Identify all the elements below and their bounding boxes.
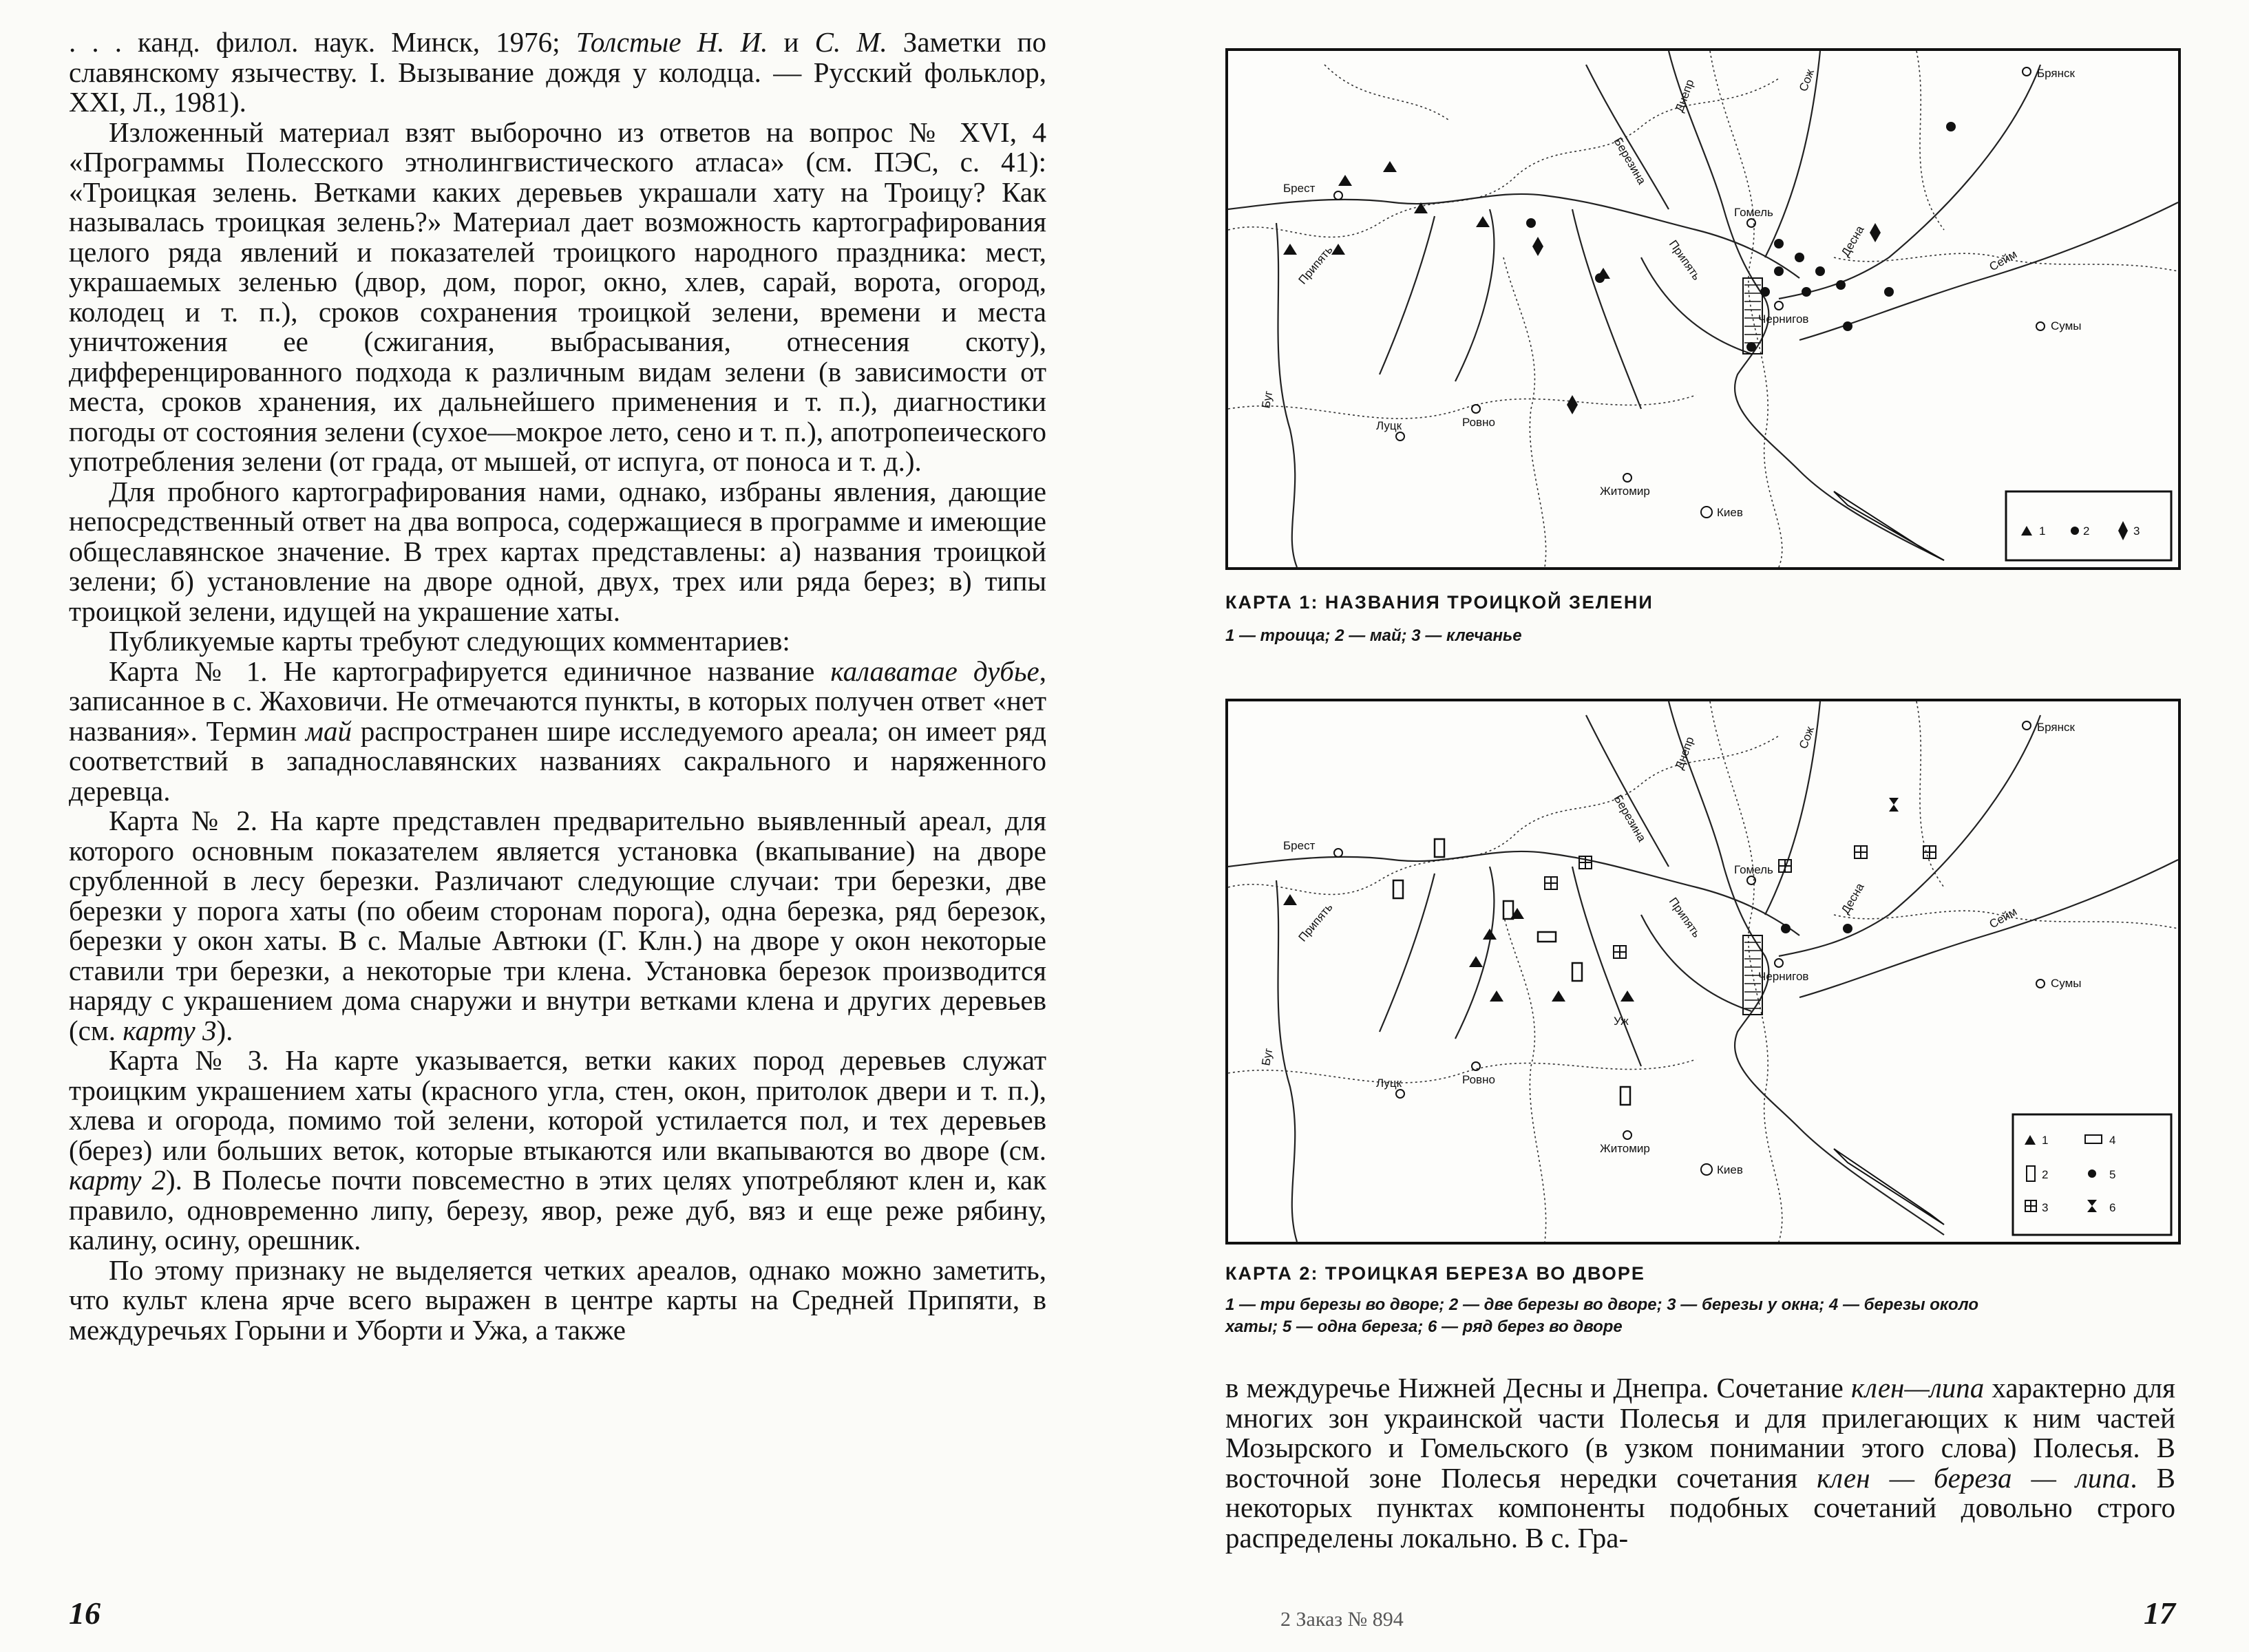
- svg-text:3: 3: [2042, 1201, 2049, 1214]
- map1-city-rovno: Ровно: [1462, 416, 1495, 429]
- text-run: , записанное в с. Жаховичи. Не отмечаются пункты, в которых получен ответ «нет названия». Термин: [69, 655, 1047, 747]
- page-number-right: 17: [2144, 1596, 2175, 1631]
- map1-river-berezina: Березина: [1611, 135, 1649, 187]
- svg-text:2: 2: [2042, 1168, 2049, 1181]
- map-1-caption: КАРТА 1: НАЗВАНИЯ ТРОИЦКОЙ ЗЕЛЕНИ: [1225, 592, 1654, 613]
- right-page-text: [1225, 1373, 2175, 1553]
- text-run: карту 2: [69, 1164, 166, 1196]
- map2-river-bug: Буг: [1259, 1047, 1276, 1067]
- svg-text:1: 1: [2042, 1134, 2049, 1147]
- text-run: ).: [216, 1014, 233, 1046]
- map-2-markers: [1283, 798, 1936, 1105]
- text-run: Карта № 1. Не картографируется единичное название: [109, 655, 831, 687]
- map1-city-chernigov: Чернигов: [1758, 313, 1809, 326]
- text-run: С. М.: [814, 26, 887, 58]
- map2-city-zhitomir: Житомир: [1600, 1142, 1650, 1155]
- signature-mark: 2 Заказ № 894: [1280, 1608, 1404, 1631]
- paragraph: [69, 806, 1046, 1046]
- text-run: карту 3: [123, 1014, 217, 1046]
- text-run: По этому признаку не выделяется четких ареалов, однако можно заметить, что культ клена ярче всего выражен в центре карты на Средней Припяти, в междуречьях Горыни и Уборти и Ужа, а также: [69, 1253, 1046, 1346]
- map1-city-brest: Брест: [1283, 182, 1316, 195]
- text-run: Карта № 3. На карте указывается, ветки каких пород деревьев служат троицким украшением хаты (красного угла, стен, окон, притолок двери и т. п.), хлева и огорода, помимо той зелени, которой устилается пол, и тех деревьев (берез) или больших веток, которые втыкаются или вкапываются во дворе (см.: [69, 1044, 1046, 1166]
- map2-city-brest: Брест: [1283, 839, 1316, 852]
- map2-river-pripyat-west: Припять: [1296, 900, 1335, 944]
- text-run: . . . канд. филол. наук. Минск, 1976;: [69, 26, 576, 58]
- text-run: Заметки по славянскому язычеству. I. Вызывание дождя у колодца. — Русский фольклор, XXI, Л., 1981).: [69, 26, 1047, 118]
- map2-city-chernigov: Чернигов: [1758, 970, 1809, 983]
- map1-city-gomel: Гомель: [1734, 206, 1773, 219]
- map1-river-dnepr: Днепр: [1672, 77, 1697, 114]
- map2-river-dnepr: Днепр: [1672, 734, 1697, 772]
- map-1: [1225, 48, 2181, 570]
- left-page-text: [69, 28, 1046, 1345]
- map1-city-kiev: Киев: [1717, 506, 1743, 519]
- map1-river-sozh: Сож: [1796, 67, 1817, 94]
- map1-river-desna: Десна: [1839, 223, 1867, 259]
- map2-river-seim: Сейм: [1987, 904, 2020, 931]
- map-1-svg: [1228, 51, 2178, 567]
- map-2-svg: [1228, 701, 2178, 1242]
- text-run: ). В Полесье почти повсеместно в этих целях употребляют клен и, как правило, одновременно липу, березу, явор, реже дуб, вяз и еще реже рябину, калину, осину, орешник.: [69, 1164, 1046, 1256]
- map-2-legend-line-2: хаты; 5 — одна береза; 6 — ряд берез во дворе: [1225, 1317, 1623, 1336]
- map2-city-bryansk: Брянск: [2037, 721, 2075, 734]
- text-run: . В некоторых пунктах компоненты подобных сочетаний довольно строго распределены локально. В с. Гра-: [1225, 1461, 2176, 1554]
- map2-city-kiev: Киев: [1717, 1163, 1743, 1176]
- map-2-legend: [2013, 1114, 2171, 1235]
- svg-text:3: 3: [2133, 525, 2140, 538]
- text-run: характерно для многих зон украинской части Полесья и для прилегающих к ним частей Мозырского и Гомельского (в узком понимании этого слова) Полесья. В восточной зоне Полесья нередки сочетания: [1225, 1372, 2175, 1494]
- paragraph: [1225, 1373, 2175, 1553]
- svg-text:4: 4: [2109, 1134, 2116, 1147]
- svg-text:5: 5: [2109, 1168, 2116, 1181]
- svg-text:2: 2: [2083, 525, 2090, 538]
- paragraph: [69, 28, 1046, 118]
- svg-text:1: 1: [2039, 525, 2046, 538]
- map-1-markers: [1283, 122, 1956, 414]
- map2-city-gomel: Гомель: [1734, 863, 1773, 876]
- map1-river-seim: Сейм: [1987, 247, 2020, 274]
- map2-river-berezina: Березина: [1611, 792, 1649, 845]
- text-run: клен—липа: [1850, 1372, 1985, 1404]
- left-page: [69, 28, 1046, 1631]
- map1-city-bryansk: Брянск: [2037, 67, 2075, 80]
- map-1-legend: [2006, 491, 2171, 560]
- map2-city-rovno: Ровно: [1462, 1073, 1495, 1086]
- paragraph: [69, 477, 1046, 627]
- map-2: [1225, 699, 2181, 1245]
- text-run: май: [305, 714, 352, 747]
- paragraph: [69, 1253, 1046, 1346]
- map1-river-bug: Буг: [1259, 390, 1276, 410]
- text-run: Карта № 2. На карте представлен предварительно выявленный ареал, для которого основным показателем является установка (вкапывание) на дворе срубленной в лесу березки. Различают следующие случаи: три березки, две березки у порога хаты (по обеим сторонам порога), одна березка, ряд березок, березки у окон хаты. В с. Малые Автюки (Г. Клн.) на дворе у окон некоторые ставили три березки, а некоторые три клена. Установка березок производится наряду с украшением дома снаружи и внутри ветками клена и других деревьев (см.: [69, 805, 1046, 1046]
- paragraph: [69, 657, 1046, 807]
- text-run: распространен шире исследуемого ареала; он имеет ряд соответствий в западнославянских названиях сакрального и наряженного деревца.: [69, 714, 1046, 807]
- text-run: Толстые Н. И.: [576, 26, 768, 58]
- text-run: Изложенный материал взят выборочно из ответов на вопрос № XVI, 4 «Программы Полесского этнолингвистического атласа» (см. ПЭС, с. 41): «Троицкая зелень. Ветками каких деревьев украшали хату на Троицу? Как называлась троицкая зелень?» Материал дает возможность картографирования целого ряда явлений и показателей троицкого народного праздника: мест, украшаемых зеленью (двор, дом, порог, окно, хлев, сарай, ворота, огород, колодец и т. п.), сроков сохранения троицкой зелени, времени и места уничтожения ее (сжигания, выбрасывания, отнесения скоту), дифференцированного подхода к различным видам зелени (в зависимости от места, сроков хранения, их дальнейшего применения и т. п.), диагностики погоды от состояния зелени (сухое—мокрое лето, сено и т. п.), апотропеического употребления зелени (от града, от мышей, от испуга, от поноса и т. д.).: [69, 116, 1046, 477]
- map1-river-pripyat: Припять: [1666, 237, 1704, 283]
- map-1-legend-text: 1 — троица; 2 — май; 3 — клечанье: [1225, 626, 1522, 645]
- map2-river-pripyat: Припять: [1666, 895, 1704, 940]
- map-2-legend-line-1: 1 — три березы во дворе; 2 — две березы во дворе; 3 — березы у окна; 4 — березы около: [1225, 1295, 1978, 1314]
- text-run: в междуречье Нижней Десны и Днепра. Сочетание: [1225, 1372, 1851, 1404]
- map2-city-sumy: Сумы: [2051, 977, 2082, 990]
- text-run: клен — береза — липа: [1817, 1461, 2131, 1494]
- text-run: Публикуемые карты требуют следующих комментариев:: [109, 625, 790, 657]
- paragraph: [69, 1046, 1046, 1256]
- map-2-caption: КАРТА 2: ТРОИЦКАЯ БЕРЕЗА ВО ДВОРЕ: [1225, 1263, 1645, 1284]
- map2-river-desna: Десна: [1839, 880, 1867, 916]
- map-2-cities: [1334, 721, 2045, 1175]
- paragraph: [69, 118, 1046, 477]
- map2-river-uzh: Уж: [1614, 1015, 1629, 1028]
- svg-text:6: 6: [2109, 1201, 2116, 1214]
- text-run: Для пробного картографирования нами, однако, избраны явления, дающие непосредственный ответ на два вопроса, содержащиеся в программе и имеющие общеславянское значение. В трех картах представлены: а) названия троицкой зелени; б) установление на дворе одной, двух, трех или ряда берез; в) типы троицкой зелени, идущей на украшение хаты.: [69, 475, 1046, 627]
- map1-city-zhitomir: Житомир: [1600, 485, 1650, 498]
- map1-river-pripyat-west: Припять: [1296, 243, 1335, 287]
- paragraph: [69, 626, 1046, 657]
- map2-river-sozh: Сож: [1796, 724, 1817, 751]
- map2-city-lutsk: Луцк: [1376, 1077, 1402, 1090]
- map1-city-sumy: Сумы: [2051, 319, 2082, 332]
- text-run: и: [768, 26, 815, 58]
- page-number-left: 16: [69, 1596, 101, 1631]
- text-run: калаватае дубье: [830, 655, 1039, 687]
- right-page: [1212, 28, 2189, 1631]
- map1-city-lutsk: Луцк: [1376, 419, 1402, 432]
